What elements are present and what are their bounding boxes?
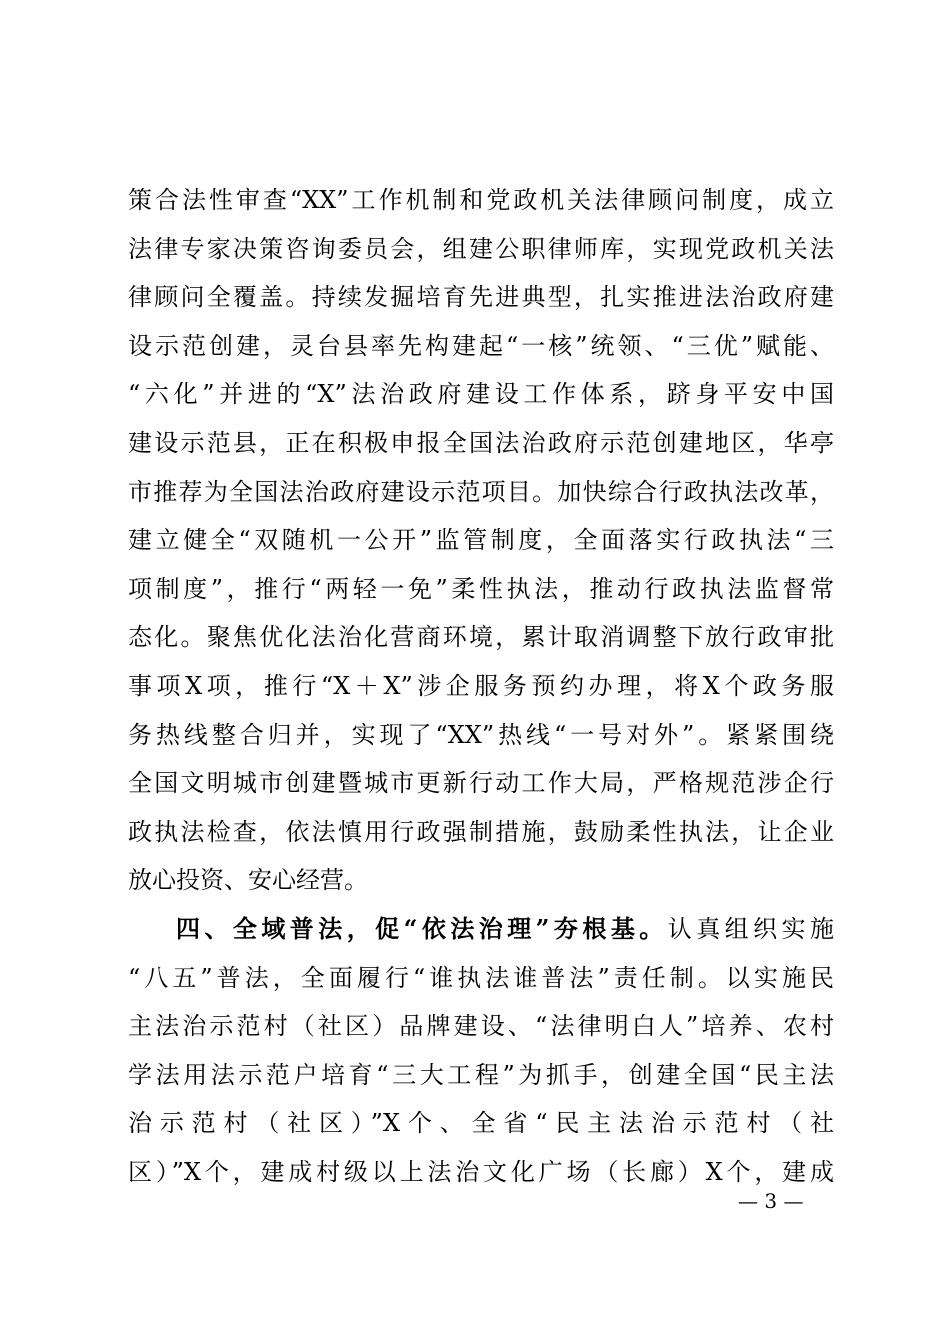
paragraph-line: 主法治示范村（社区）品牌建设、“法律明白人”培养、农村 <box>128 1012 834 1041</box>
page-number: — 3 — <box>738 1189 804 1213</box>
paragraph-line: 市推荐为全国法治政府建设示范项目。加快综合行政执法改革， <box>128 477 834 506</box>
section-4-first-line-text: 认真组织实施 <box>667 914 835 943</box>
paragraph-line: 建设示范县，正在积极申报全国法治政府示范创建地区，华亭 <box>128 428 834 457</box>
paragraph-line: 设示范创建，灵台县率先构建起“一核”统领、“三优”赋能、 <box>128 331 834 360</box>
paragraph-line: “六化”并进的“X”法治政府建设工作体系，跻身平安中国 <box>128 380 834 409</box>
body-text <box>128 176 834 1196</box>
paragraph-line: 政执法检查，依法慎用行政强制措施，鼓励柔性执法，让企业 <box>128 817 834 846</box>
paragraph-line: 态化。聚焦优化法治化营商环境，累计取消调整下放行政审批 <box>128 623 834 652</box>
paragraph-line: 建立健全“双随机一公开”监管制度，全面落实行政执法“三 <box>128 526 834 555</box>
paragraph-line: 治示范村（社区）”X个、全省“民主法治示范村（社 <box>128 1109 834 1138</box>
paragraph-line: 全国文明城市创建暨城市更新行动工作大局，严格规范涉企行 <box>128 769 834 798</box>
paragraph-line: 学法用法示范户培育“三大工程”为抓手，创建全国“民主法 <box>128 1060 834 1089</box>
section-4-first-line <box>128 905 834 954</box>
paragraph-line: “八五”普法，全面履行“谁执法谁普法”责任制。以实施民 <box>128 963 834 992</box>
paragraph-line: 法律专家决策咨询委员会，组建公职律师库，实现党政机关法 <box>128 234 834 263</box>
paragraph-line: 策合法性审查“XX”工作机制和党政机关法律顾问制度，成立 <box>128 186 834 214</box>
paragraph-line: 项制度”，推行“两轻一免”柔性执法，推动行政执法监督常 <box>128 574 834 603</box>
paragraph-line: 务热线整合归并，实现了“XX”热线“一号对外”。紧紧围绕 <box>128 720 834 749</box>
paragraph-line: 放心投资、安心经营。 <box>128 866 368 895</box>
paragraph-line: 律顾问全覆盖。持续发掘培育先进典型，扎实推进法治政府建 <box>128 283 834 312</box>
section-4-heading: 四、全域普法，促“依法治理”夯根基。 <box>176 913 668 943</box>
paragraph-line: 事项X项，推行“X＋X”涉企服务预约办理，将X个政务服 <box>128 671 834 700</box>
paragraph-line: 区）”X个，建成村级以上法治文化广场（长廊）X个，建成 <box>128 1157 834 1186</box>
